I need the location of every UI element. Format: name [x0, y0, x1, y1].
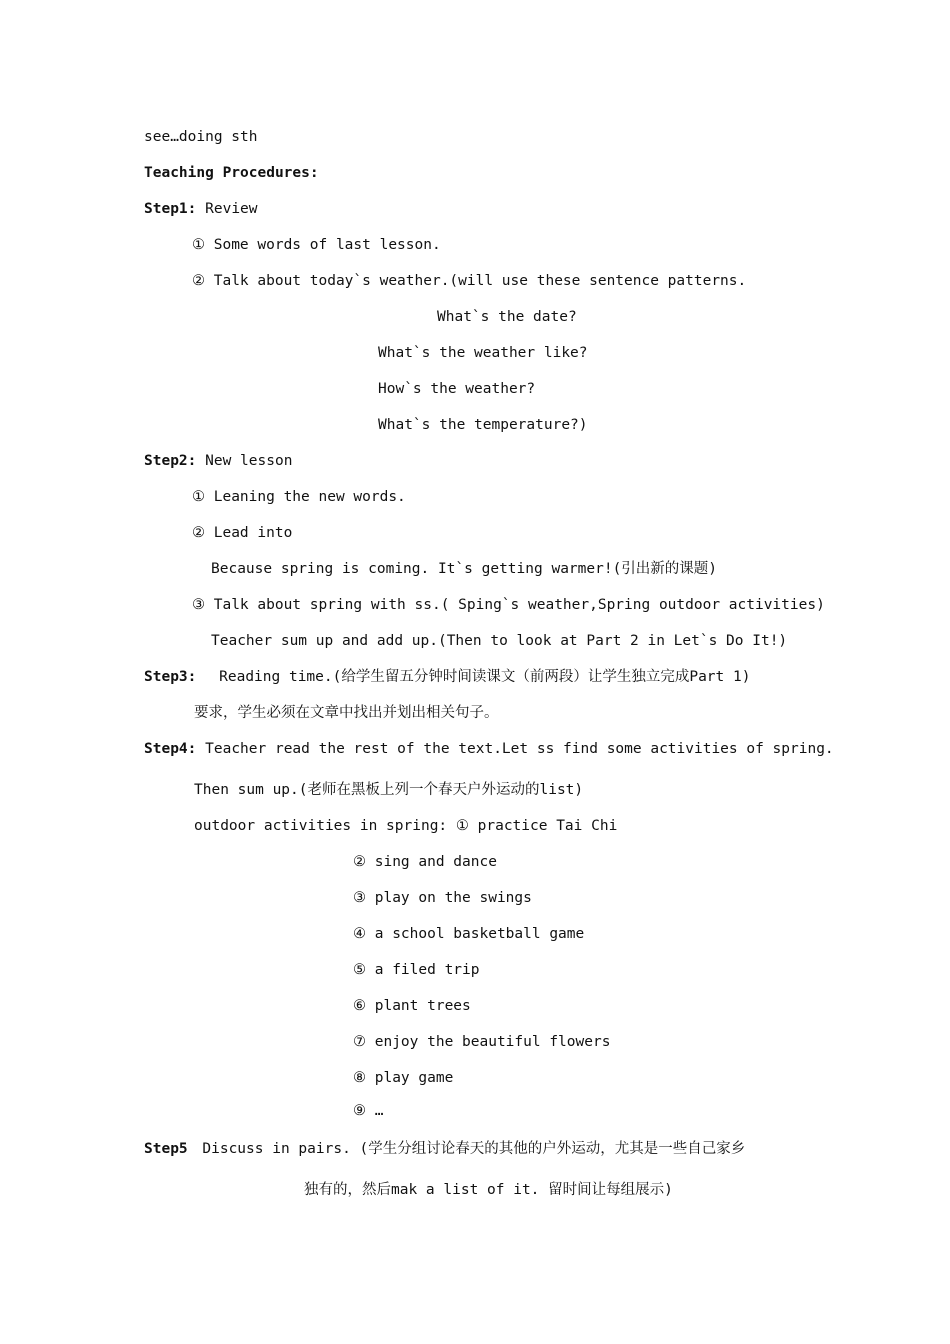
- activity-item: ① practice Tai Chi: [455, 818, 618, 834]
- step2-item-4: ③ Talk about spring with ss.( Sping`s weather,Spring outdoor activities): [192, 597, 825, 613]
- step5-heading: [144, 1140, 745, 1158]
- step2-label: Step2:: [144, 453, 197, 469]
- procedures-title: Teaching Procedures:: [144, 165, 319, 181]
- activity-item: ④ a school basketball game: [353, 926, 585, 942]
- step1-item-2: ② Talk about today`s weather.(will use these sentence patterns.: [192, 273, 747, 289]
- step1-heading: [144, 200, 258, 218]
- step3-heading: [144, 668, 750, 686]
- step2-title: New lesson: [205, 453, 293, 469]
- step4-list-row: [194, 817, 617, 835]
- step1-title: Review: [205, 201, 258, 217]
- activity-item: ⑧ play game: [353, 1070, 454, 1086]
- step4-label: Step4:: [144, 741, 197, 757]
- step2-item-3: Because spring is coming. It`s getting warmer!(引出新的课题): [211, 561, 718, 577]
- activity-item: ⑥ plant trees: [353, 998, 471, 1014]
- activity-item: ⑦ enjoy the beautiful flowers: [353, 1034, 611, 1050]
- step4-heading: [144, 740, 834, 758]
- step1-pattern-2: What`s the weather like?: [378, 345, 588, 361]
- step5-text: Discuss in pairs. (学生分组讨论春天的其他的户外运动，尤其是一些自己家乡: [202, 1141, 746, 1157]
- step4-text: Teacher read the rest of the text.Let ss find some activities of spring.: [205, 741, 834, 757]
- activity-item: ③ play on the swings: [353, 890, 532, 906]
- step3-text: Reading time.(给学生留五分钟时间读课文（前两段）让学生独立完成Part 1): [219, 669, 751, 685]
- step4-text-2: Then sum up.(老师在黑板上列一个春天户外运动的list): [194, 782, 584, 798]
- step3-text-2: 要求，学生必须在文章中找出并划出相关句子。: [194, 705, 499, 721]
- step2-item-1: ① Leaning the new words.: [192, 489, 406, 505]
- activity-item: ⑤ a filed trip: [353, 962, 480, 978]
- step2-heading: [144, 452, 292, 470]
- step1-item-1: ① Some words of last lesson.: [192, 237, 441, 253]
- step2-item-5: Teacher sum up and add up.(Then to look at Part 2 in Let`s Do It!): [211, 633, 788, 649]
- step1-label: Step1:: [144, 201, 197, 217]
- step1-pattern-4: What`s the temperature?): [378, 417, 588, 433]
- step5-label: Step5: [144, 1141, 188, 1157]
- step2-item-2: ② Lead into: [192, 525, 293, 541]
- step5-text-2: 独有的，然后mak a list of it. 留时间让每组展示): [304, 1182, 673, 1198]
- intro-pattern: see…doing sth: [144, 129, 258, 145]
- step3-label: Step3:: [144, 669, 197, 685]
- step1-pattern-1: What`s the date?: [437, 309, 577, 325]
- step1-pattern-3: How`s the weather?: [378, 381, 536, 397]
- activity-item: ⑨ …: [353, 1103, 384, 1119]
- activity-item: ② sing and dance: [353, 854, 497, 870]
- step4-list-intro: outdoor activities in spring:: [194, 818, 448, 834]
